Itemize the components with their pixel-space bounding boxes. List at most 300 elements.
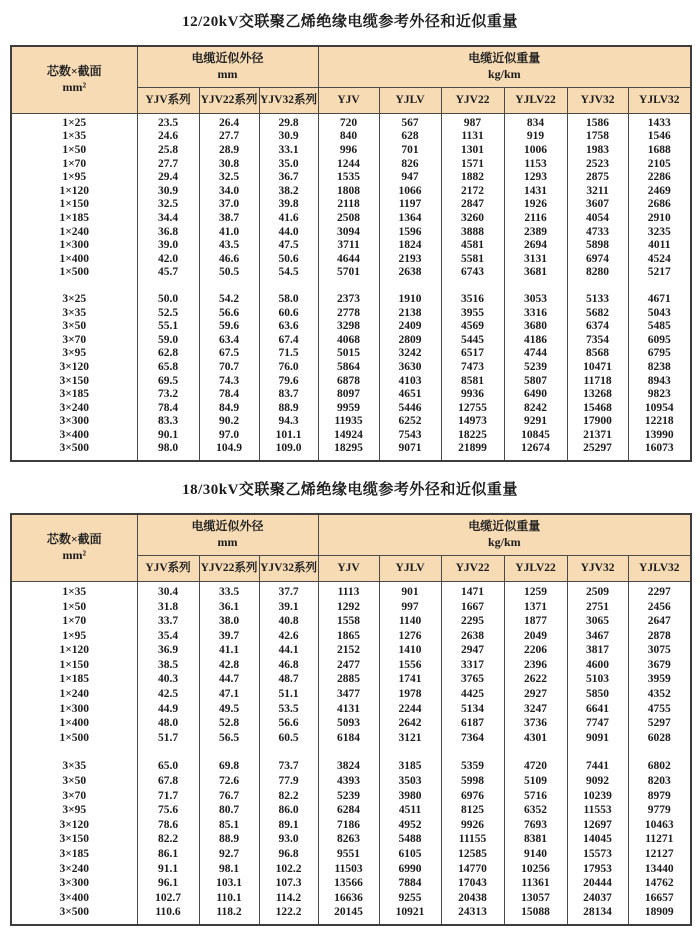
value-cell: 6976 xyxy=(441,789,504,804)
value-cell: 1197 xyxy=(379,198,441,212)
value-cell: 38.5 xyxy=(137,658,199,673)
value-cell: 3955 xyxy=(441,307,504,321)
value-cell: 63.4 xyxy=(199,334,259,348)
value-cell: 67.5 xyxy=(199,347,259,361)
table-row xyxy=(11,415,691,429)
value-cell: 6184 xyxy=(318,731,379,746)
value-cell: 4425 xyxy=(441,687,504,702)
column-header-yjv22-series: YJV22系列 xyxy=(199,555,259,581)
value-cell: 15088 xyxy=(504,905,567,925)
value-cell: 6795 xyxy=(628,347,691,361)
value-cell: 5850 xyxy=(567,687,628,702)
spec-cell: 1×70 xyxy=(11,614,137,629)
table-row xyxy=(11,876,691,891)
column-header-yjlv: YJLV xyxy=(379,87,441,113)
value-cell: 3242 xyxy=(379,347,441,361)
value-cell: 47.1 xyxy=(199,687,259,702)
spacer-cell xyxy=(567,745,628,759)
value-cell: 96.8 xyxy=(259,847,318,862)
value-cell: 76.0 xyxy=(259,361,318,375)
value-cell: 39.8 xyxy=(259,198,318,212)
weight-group-label: 电缆近似重量 xyxy=(468,519,541,534)
weight-unit: kg/km xyxy=(487,534,521,549)
table-row xyxy=(11,687,691,702)
value-cell: 62.8 xyxy=(137,347,199,361)
value-cell: 2286 xyxy=(628,171,691,185)
value-cell: 4393 xyxy=(318,774,379,789)
value-cell: 9092 xyxy=(567,774,628,789)
value-cell: 27.7 xyxy=(199,130,259,144)
value-cell: 13268 xyxy=(567,388,628,402)
spec-cell: 3×500 xyxy=(11,442,137,461)
table-row xyxy=(11,253,691,267)
value-cell: 107.3 xyxy=(259,876,318,891)
value-cell: 51.7 xyxy=(137,731,199,746)
spec-cell: 3×400 xyxy=(11,891,137,906)
value-cell: 1688 xyxy=(628,144,691,158)
value-cell: 20438 xyxy=(441,891,504,906)
value-cell: 25297 xyxy=(567,442,628,461)
value-cell: 32.5 xyxy=(137,198,199,212)
spec-cell: 3×240 xyxy=(11,402,137,416)
value-cell: 63.6 xyxy=(259,320,318,334)
value-cell: 36.8 xyxy=(137,226,199,240)
value-cell: 33.7 xyxy=(137,614,199,629)
value-cell: 5488 xyxy=(379,832,441,847)
table-row xyxy=(11,658,691,673)
value-cell: 42.5 xyxy=(137,687,199,702)
value-cell: 4054 xyxy=(567,212,628,226)
value-cell: 36.9 xyxy=(137,643,199,658)
value-cell: 69.8 xyxy=(199,759,259,774)
table-body xyxy=(11,581,691,925)
table-body xyxy=(11,113,691,461)
value-cell: 2878 xyxy=(628,629,691,644)
value-cell: 56.5 xyxy=(199,731,259,746)
value-cell: 4720 xyxy=(504,759,567,774)
diameter-weight-table-12-20kv xyxy=(10,45,692,462)
column-header-yjlv22: YJLV22 xyxy=(504,555,567,581)
value-cell: 7693 xyxy=(504,818,567,833)
table-title-18-30kv: 18/30kV交联聚乙烯绝缘电缆参考外径和近似重量 xyxy=(182,482,518,499)
value-cell: 947 xyxy=(379,171,441,185)
spec-cell: 1×150 xyxy=(11,658,137,673)
column-group-outer-diameter xyxy=(137,514,318,555)
value-cell: 60.5 xyxy=(259,731,318,746)
value-cell: 4671 xyxy=(628,293,691,307)
value-cell: 567 xyxy=(379,113,441,130)
value-cell: 86.0 xyxy=(259,803,318,818)
value-cell: 1824 xyxy=(379,239,441,253)
value-cell: 8979 xyxy=(628,789,691,804)
value-cell: 42.8 xyxy=(199,658,259,673)
value-cell: 2105 xyxy=(628,158,691,172)
value-cell: 3681 xyxy=(504,266,567,280)
value-cell: 987 xyxy=(441,113,504,130)
value-cell: 997 xyxy=(379,600,441,615)
value-cell: 39.0 xyxy=(137,239,199,253)
value-cell: 1259 xyxy=(504,581,567,599)
value-cell: 78.4 xyxy=(137,402,199,416)
value-cell: 10239 xyxy=(567,789,628,804)
value-cell: 9071 xyxy=(379,442,441,461)
spacer-cell xyxy=(259,745,318,759)
value-cell: 826 xyxy=(379,158,441,172)
spacer-cell xyxy=(504,280,567,293)
spec-cell: 1×35 xyxy=(11,581,137,599)
value-cell: 2847 xyxy=(441,198,504,212)
spec-cell: 3×240 xyxy=(11,862,137,877)
value-cell: 4952 xyxy=(379,818,441,833)
column-header-yjv-series: YJV系列 xyxy=(137,555,199,581)
value-cell: 1131 xyxy=(441,130,504,144)
value-cell: 34.0 xyxy=(199,185,259,199)
spec-cell: 1×25 xyxy=(11,113,137,130)
value-cell: 29.4 xyxy=(137,171,199,185)
value-cell: 4524 xyxy=(628,253,691,267)
value-cell: 36.1 xyxy=(199,600,259,615)
spec-cell: 1×50 xyxy=(11,144,137,158)
value-cell: 5716 xyxy=(504,789,567,804)
value-cell: 6374 xyxy=(567,320,628,334)
value-cell: 51.1 xyxy=(259,687,318,702)
value-cell: 2409 xyxy=(379,320,441,334)
value-cell: 1433 xyxy=(628,113,691,130)
value-cell: 901 xyxy=(379,581,441,599)
value-cell: 59.6 xyxy=(199,320,259,334)
value-cell: 103.1 xyxy=(199,876,259,891)
value-cell: 834 xyxy=(504,113,567,130)
table-row xyxy=(11,702,691,717)
value-cell: 44.7 xyxy=(199,672,259,687)
value-cell: 3298 xyxy=(318,320,379,334)
value-cell: 72.6 xyxy=(199,774,259,789)
value-cell: 4301 xyxy=(504,731,567,746)
value-cell: 65.0 xyxy=(137,759,199,774)
value-cell: 56.6 xyxy=(199,307,259,321)
value-cell: 8943 xyxy=(628,375,691,389)
value-cell: 3503 xyxy=(379,774,441,789)
spacer-cell xyxy=(11,745,137,759)
value-cell: 1535 xyxy=(318,171,379,185)
column-header-yjv-series: YJV系列 xyxy=(137,87,199,113)
value-cell: 40.3 xyxy=(137,672,199,687)
value-cell: 3185 xyxy=(379,759,441,774)
table-row xyxy=(11,429,691,443)
value-cell: 97.0 xyxy=(199,429,259,443)
value-cell: 8581 xyxy=(441,375,504,389)
value-cell: 6802 xyxy=(628,759,691,774)
value-cell: 628 xyxy=(379,130,441,144)
spec-cell: 1×400 xyxy=(11,716,137,731)
value-cell: 88.9 xyxy=(199,832,259,847)
table-row xyxy=(11,716,691,731)
spacer-cell xyxy=(199,280,259,293)
value-cell: 6490 xyxy=(504,388,567,402)
value-cell: 79.6 xyxy=(259,375,318,389)
value-cell: 6105 xyxy=(379,847,441,862)
value-cell: 1364 xyxy=(379,212,441,226)
value-cell: 10471 xyxy=(567,361,628,375)
value-cell: 1571 xyxy=(441,158,504,172)
spec-cell: 1×70 xyxy=(11,158,137,172)
table-row xyxy=(11,847,691,862)
value-cell: 2642 xyxy=(379,716,441,731)
value-cell: 2647 xyxy=(628,614,691,629)
value-cell: 2927 xyxy=(504,687,567,702)
value-cell: 38.7 xyxy=(199,212,259,226)
value-cell: 54.2 xyxy=(199,293,259,307)
value-cell: 90.2 xyxy=(199,415,259,429)
value-cell: 5043 xyxy=(628,307,691,321)
value-cell: 118.2 xyxy=(199,905,259,925)
spacer-cell xyxy=(567,280,628,293)
value-cell: 1983 xyxy=(567,144,628,158)
value-cell: 77.9 xyxy=(259,774,318,789)
value-cell: 73.7 xyxy=(259,759,318,774)
value-cell: 6252 xyxy=(379,415,441,429)
value-cell: 2809 xyxy=(379,334,441,348)
value-cell: 41.6 xyxy=(259,212,318,226)
table-row xyxy=(11,891,691,906)
value-cell: 59.0 xyxy=(137,334,199,348)
value-cell: 3316 xyxy=(504,307,567,321)
spec-cell: 3×150 xyxy=(11,375,137,389)
spec-unit: mm² xyxy=(62,79,87,94)
value-cell: 2509 xyxy=(567,581,628,599)
od-group-label: 电缆近似外径 xyxy=(191,519,264,534)
table-row xyxy=(11,113,691,130)
value-cell: 26.4 xyxy=(199,113,259,130)
value-cell: 11361 xyxy=(504,876,567,891)
value-cell: 14924 xyxy=(318,429,379,443)
value-cell: 4011 xyxy=(628,239,691,253)
value-cell: 86.1 xyxy=(137,847,199,862)
value-cell: 7441 xyxy=(567,759,628,774)
value-cell: 1431 xyxy=(504,185,567,199)
column-header-yjv: YJV xyxy=(318,555,379,581)
group-header-row xyxy=(11,46,691,87)
column-group-weight xyxy=(318,514,691,555)
value-cell: 40.8 xyxy=(259,614,318,629)
column-header-yjv22-series: YJV22系列 xyxy=(199,87,259,113)
table-header xyxy=(11,514,691,581)
spacer-cell xyxy=(318,745,379,759)
spec-label: 芯数×截面 xyxy=(46,64,102,79)
value-cell: 10845 xyxy=(504,429,567,443)
value-cell: 3247 xyxy=(504,702,567,717)
table-row xyxy=(11,402,691,416)
value-cell: 2947 xyxy=(441,643,504,658)
value-cell: 14045 xyxy=(567,832,628,847)
value-cell: 15573 xyxy=(567,847,628,862)
value-cell: 6187 xyxy=(441,716,504,731)
value-cell: 13990 xyxy=(628,429,691,443)
spec-cell: 3×185 xyxy=(11,388,137,402)
value-cell: 1586 xyxy=(567,113,628,130)
column-header-yjlv32: YJLV32 xyxy=(628,555,691,581)
value-cell: 36.7 xyxy=(259,171,318,185)
column-header-spec xyxy=(11,514,137,581)
value-cell: 37.7 xyxy=(259,581,318,599)
value-cell: 30.9 xyxy=(259,130,318,144)
spec-cell: 1×185 xyxy=(11,672,137,687)
value-cell: 10256 xyxy=(504,862,567,877)
value-cell: 3317 xyxy=(441,658,504,673)
spec-cell: 3×95 xyxy=(11,803,137,818)
section-spacer-row xyxy=(11,745,691,759)
value-cell: 9926 xyxy=(441,818,504,833)
spec-cell: 1×185 xyxy=(11,212,137,226)
value-cell: 50.0 xyxy=(137,293,199,307)
value-cell: 2456 xyxy=(628,600,691,615)
spec-cell: 1×240 xyxy=(11,226,137,240)
column-header-yjlv: YJLV xyxy=(379,555,441,581)
column-header-yjv32: YJV32 xyxy=(567,87,628,113)
value-cell: 67.4 xyxy=(259,334,318,348)
spec-cell: 3×25 xyxy=(11,293,137,307)
value-cell: 2686 xyxy=(628,198,691,212)
table-row xyxy=(11,581,691,599)
spec-cell: 3×50 xyxy=(11,320,137,334)
document-page xyxy=(0,12,700,926)
column-header-yjv: YJV xyxy=(318,87,379,113)
value-cell: 5109 xyxy=(504,774,567,789)
value-cell: 33.1 xyxy=(259,144,318,158)
table-row xyxy=(11,239,691,253)
value-cell: 2751 xyxy=(567,600,628,615)
value-cell: 4733 xyxy=(567,226,628,240)
value-cell: 2049 xyxy=(504,629,567,644)
value-cell: 2508 xyxy=(318,212,379,226)
value-cell: 4651 xyxy=(379,388,441,402)
value-cell: 1276 xyxy=(379,629,441,644)
value-cell: 56.6 xyxy=(259,716,318,731)
spec-unit: mm² xyxy=(62,547,87,562)
column-header-yjv32-series: YJV32系列 xyxy=(259,87,318,113)
value-cell: 28134 xyxy=(567,905,628,925)
value-cell: 18225 xyxy=(441,429,504,443)
od-unit: mm xyxy=(217,66,238,81)
value-cell: 83.3 xyxy=(137,415,199,429)
value-cell: 6990 xyxy=(379,862,441,877)
section-spacer-row xyxy=(11,280,691,293)
value-cell: 9959 xyxy=(318,402,379,416)
value-cell: 6878 xyxy=(318,375,379,389)
value-cell: 2118 xyxy=(318,198,379,212)
value-cell: 7186 xyxy=(318,818,379,833)
spacer-cell xyxy=(137,745,199,759)
value-cell: 54.5 xyxy=(259,266,318,280)
value-cell: 58.0 xyxy=(259,293,318,307)
value-cell: 48.7 xyxy=(259,672,318,687)
value-cell: 4600 xyxy=(567,658,628,673)
value-cell: 45.7 xyxy=(137,266,199,280)
table-row xyxy=(11,347,691,361)
value-cell: 18295 xyxy=(318,442,379,461)
table-row xyxy=(11,614,691,629)
value-cell: 3679 xyxy=(628,658,691,673)
spec-cell: 1×300 xyxy=(11,702,137,717)
spec-cell: 1×120 xyxy=(11,185,137,199)
spec-cell: 3×300 xyxy=(11,415,137,429)
value-cell: 3607 xyxy=(567,198,628,212)
spec-cell: 3×95 xyxy=(11,347,137,361)
spacer-cell xyxy=(11,280,137,293)
value-cell: 3765 xyxy=(441,672,504,687)
value-cell: 7473 xyxy=(441,361,504,375)
value-cell: 2116 xyxy=(504,212,567,226)
value-cell: 35.0 xyxy=(259,158,318,172)
spacer-cell xyxy=(259,280,318,293)
value-cell: 4744 xyxy=(504,347,567,361)
value-cell: 30.9 xyxy=(137,185,199,199)
value-cell: 7884 xyxy=(379,876,441,891)
value-cell: 16073 xyxy=(628,442,691,461)
value-cell: 85.1 xyxy=(199,818,259,833)
value-cell: 840 xyxy=(318,130,379,144)
value-cell: 1066 xyxy=(379,185,441,199)
value-cell: 39.1 xyxy=(259,600,318,615)
value-cell: 78.6 xyxy=(137,818,199,833)
value-cell: 9140 xyxy=(504,847,567,862)
spec-cell: 3×500 xyxy=(11,905,137,925)
value-cell: 5239 xyxy=(318,789,379,804)
value-cell: 12755 xyxy=(441,402,504,416)
value-cell: 1006 xyxy=(504,144,567,158)
value-cell: 53.5 xyxy=(259,702,318,717)
spacer-cell xyxy=(628,280,691,293)
value-cell: 3094 xyxy=(318,226,379,240)
spec-cell: 1×120 xyxy=(11,643,137,658)
table-row xyxy=(11,789,691,804)
table-row xyxy=(11,759,691,774)
value-cell: 71.5 xyxy=(259,347,318,361)
value-cell: 42.0 xyxy=(137,253,199,267)
value-cell: 6641 xyxy=(567,702,628,717)
value-cell: 18909 xyxy=(628,905,691,925)
group-header-row xyxy=(11,514,691,555)
value-cell: 2206 xyxy=(504,643,567,658)
value-cell: 71.7 xyxy=(137,789,199,804)
value-cell: 37.0 xyxy=(199,198,259,212)
value-cell: 20145 xyxy=(318,905,379,925)
table-row xyxy=(11,198,691,212)
spec-cell: 3×120 xyxy=(11,361,137,375)
value-cell: 91.1 xyxy=(137,862,199,877)
value-cell: 3211 xyxy=(567,185,628,199)
table-row xyxy=(11,672,691,687)
value-cell: 14762 xyxy=(628,876,691,891)
value-cell: 50.6 xyxy=(259,253,318,267)
value-cell: 4581 xyxy=(441,239,504,253)
value-cell: 8242 xyxy=(504,402,567,416)
value-cell: 47.5 xyxy=(259,239,318,253)
value-cell: 3516 xyxy=(441,293,504,307)
column-group-outer-diameter xyxy=(137,46,318,87)
value-cell: 2152 xyxy=(318,643,379,658)
value-cell: 13440 xyxy=(628,862,691,877)
table-row xyxy=(11,130,691,144)
value-cell: 1244 xyxy=(318,158,379,172)
value-cell: 38.0 xyxy=(199,614,259,629)
column-header-yjv22: YJV22 xyxy=(441,87,504,113)
table-row xyxy=(11,212,691,226)
weight-unit: kg/km xyxy=(487,66,521,81)
spacer-cell xyxy=(199,745,259,759)
value-cell: 1471 xyxy=(441,581,504,599)
value-cell: 5485 xyxy=(628,320,691,334)
